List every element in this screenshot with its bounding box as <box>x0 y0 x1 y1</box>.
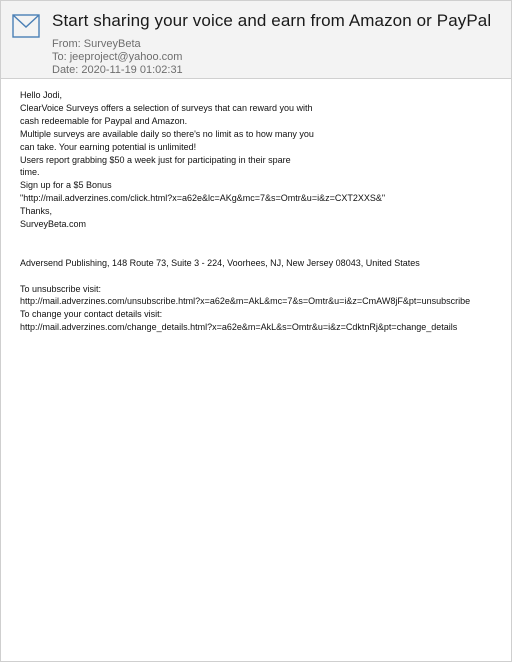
spacer <box>20 244 500 257</box>
body-line: time. <box>20 167 40 178</box>
change-details-link[interactable]: http://mail.adverzines.com/change_details.html?x=a62e&m=AkL&s=Omtr&u=i&z=CdktnRj&pt=change_details <box>20 322 458 333</box>
email-date: Date: 2020-11-19 01:02:31 <box>52 64 183 76</box>
spacer <box>20 270 500 283</box>
unsubscribe-link[interactable]: http://mail.adverzines.com/unsubscribe.html?x=a62e&m=AkL&mc=7&s=Omtr&u=i&z=CmAW8jF&pt=unsubscribe <box>20 296 471 307</box>
body-line: Multiple surveys are available daily so there's no limit as to how many you <box>20 128 314 139</box>
email-subject: Start sharing your voice and earn from Amazon or PayPal <box>52 11 492 30</box>
greeting: Hello Jodi, <box>20 90 63 100</box>
body-line: cash redeemable for Paypal and Amazon. <box>20 115 188 126</box>
email-to: To: jeeproject@yahoo.com <box>52 51 183 63</box>
address-line: Adversend Publishing, 148 Route 73, Suite 3 - 224, Voorhees, NJ, New Jersey 08043, United States <box>20 257 420 268</box>
thanks-text: Thanks, <box>20 206 53 217</box>
body-line: can take. Your earning potential is unlimited! <box>20 141 197 152</box>
unsubscribe-label: To unsubscribe visit: <box>20 283 102 294</box>
envelope-icon <box>12 14 40 38</box>
email-header <box>1 1 511 79</box>
body-line: Users report grabbing $50 a week just for participating in their spare <box>20 154 291 165</box>
bonus-link[interactable]: "http://mail.adverzines.com/click.html?x=a62e&lc=AKg&mc=7&s=Omtr&u=i&z=CXT2XXS&" <box>20 193 386 204</box>
signature: SurveyBeta.com <box>20 219 87 230</box>
spacer <box>20 231 500 244</box>
email-from: From: SurveyBeta <box>52 38 141 50</box>
change-details-label: To change your contact details visit: <box>20 309 163 320</box>
body-line: ClearVoice Surveys offers a selection of surveys that can reward you with <box>20 102 313 113</box>
email-body <box>20 89 500 334</box>
bonus-label: Sign up for a $5 Bonus <box>20 180 112 191</box>
